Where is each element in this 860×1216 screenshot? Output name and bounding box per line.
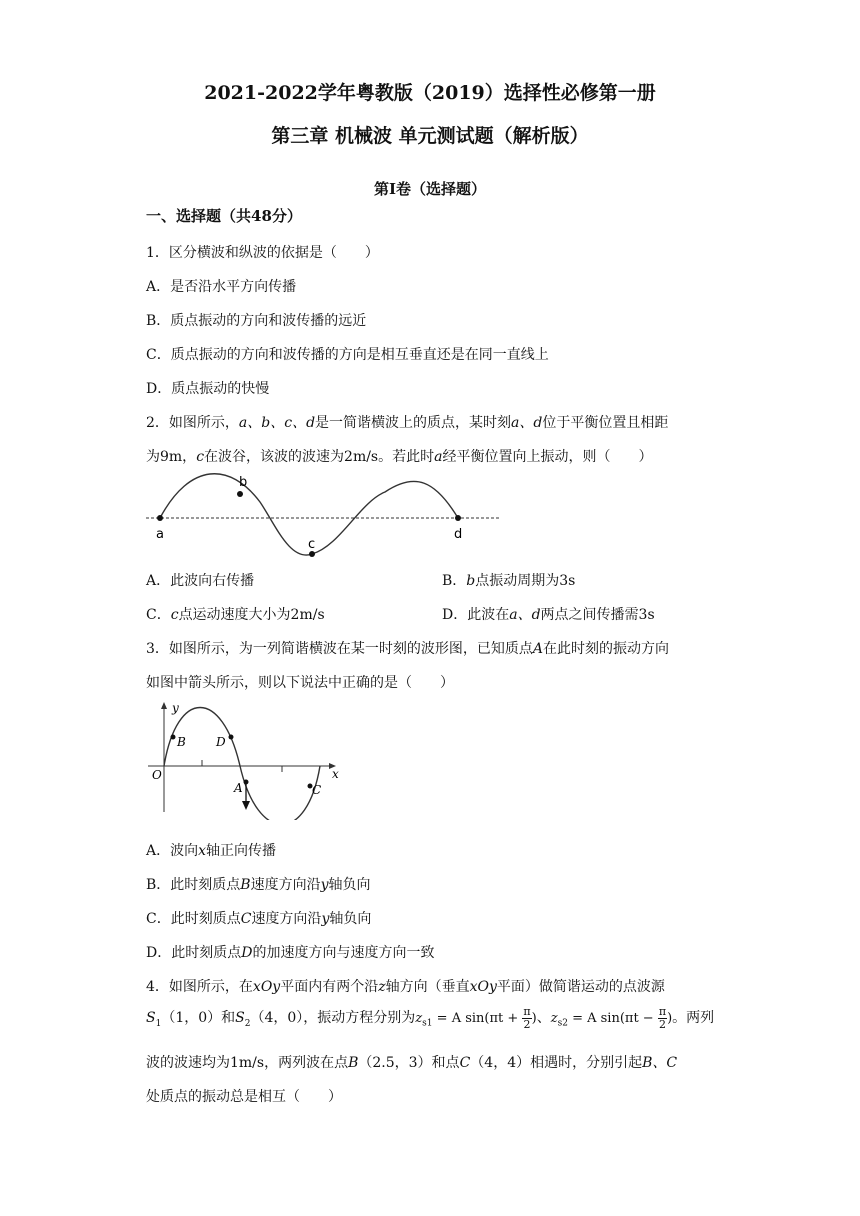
q4-stem-line4: 处质点的振动总是相互（ ）	[146, 1089, 342, 1105]
y-axis-arrow	[161, 702, 167, 709]
q2-option-b: B．b点振动周期为3s	[442, 573, 576, 589]
q1-option-d: D．质点振动的快慢	[146, 381, 270, 397]
label-x: x	[332, 767, 339, 781]
q2-stem-line2: 为9m，c在波谷，该波的波速为2m/s。若此时a经平衡位置向上振动，则（ ）	[146, 449, 653, 465]
q1-stem: 1．区分横波和纵波的依据是（ ）	[146, 245, 379, 261]
q1-option-c: C．质点振动的方向和波传播的方向是相互垂直还是在同一直线上	[146, 347, 549, 363]
point-d	[229, 735, 234, 740]
label-b: B	[177, 735, 186, 749]
q4-stem-line1: 4．如图所示，在xOy平面内有两个沿z轴方向（垂直xOy平面）做简谐运动的点波源	[146, 979, 665, 995]
equation-2: $z_{s2} = A$ sin(πt − $\frac{\pi}{2}$ )	[550, 1005, 673, 1031]
volume-heading: 第Ⅰ卷（选择题）	[373, 180, 487, 198]
q1-option-a: A．是否沿水平方向传播	[146, 279, 297, 295]
wave-curve	[164, 708, 320, 821]
q3-wave-figure	[142, 700, 352, 820]
q3-option-a: A．波向x轴正向传播	[146, 843, 277, 859]
equation-1: $z_{s1} = A$ sin(πt + $\frac{\pi}{2}$ )	[415, 1005, 537, 1031]
label-d: d	[454, 527, 463, 542]
title-line-2: 第三章 机械波 单元测试题（解析版）	[271, 125, 589, 147]
q3-option-b: B．此时刻质点B速度方向沿y轴负向	[146, 877, 371, 893]
label-c: C	[312, 783, 322, 797]
q3-option-d: D．此时刻质点D的加速度方向与速度方向一致	[146, 945, 435, 961]
point-b	[237, 491, 243, 497]
label-a: A	[234, 781, 243, 795]
point-b	[171, 735, 176, 740]
label-a: a	[156, 527, 164, 542]
label-o: O	[152, 768, 162, 782]
section-heading: 一、选择题（共48分）	[146, 207, 302, 225]
label-y: y	[172, 701, 179, 715]
point-a	[157, 515, 163, 521]
q2-wave-figure	[140, 472, 510, 562]
title-line-1: 2021-2022学年粤教版（2019）选择性必修第一册	[204, 82, 656, 104]
velocity-arrow-head	[242, 801, 250, 810]
label-b: b	[239, 475, 248, 490]
q3-stem-line2: 如图中箭头所示，则以下说法中正确的是（ ）	[146, 675, 454, 691]
q1-option-b: B．质点振动的方向和波传播的远近	[146, 313, 367, 329]
q2-stem-line1: 2．如图所示，a、b、c、d是一简谐横波上的质点，某时刻a、d位于平衡位置且相距	[146, 415, 669, 431]
q3-stem-line1: 3．如图所示，为一列简谐横波在某一时刻的波形图，已知质点A在此时刻的振动方向	[146, 641, 670, 657]
point-a	[244, 780, 249, 785]
label-c: c	[308, 537, 316, 552]
q2-option-c: C．c点运动速度大小为2m/s	[146, 607, 325, 623]
label-d: D	[216, 735, 226, 749]
point-d	[455, 515, 461, 521]
q2-option-a: A．此波向右传播	[146, 573, 255, 589]
q4-stem-line2: $S_1(1$，0）和$S_2(4$，0），振动方程分别为$z_{s1} = A$ sin(πt + $\frac{\pi}{2}$ )、$z_{s2} = A$ sin(πt − $\frac{\pi}{2}$ )。两列	[146, 1005, 715, 1031]
q4-stem-line3: 波的波速均为1m/s，两列波在点B（2.5，3）和点C（4，4）相遇时，分别引起B、C	[146, 1055, 678, 1071]
q3-option-c: C．此时刻质点C速度方向沿y轴负向	[146, 911, 372, 927]
q2-option-d: D．此波在a、d两点之间传播需3s	[442, 607, 655, 623]
